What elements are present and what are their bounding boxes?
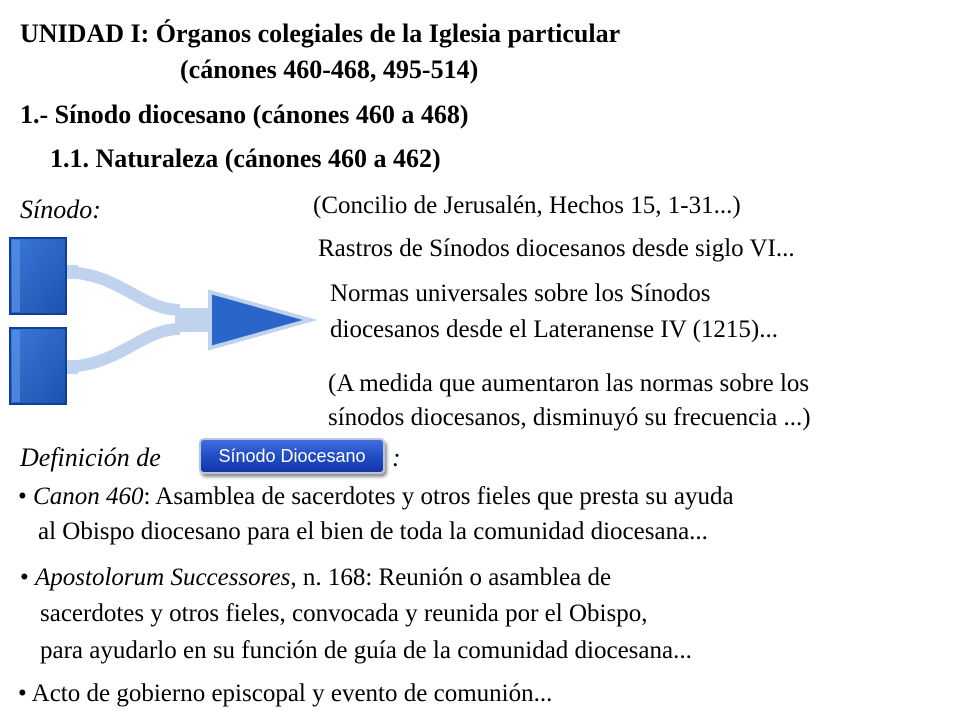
apostolorum-text: , n. 168: Reunión o asamblea de bbox=[290, 564, 612, 591]
acto-gobierno-text: Acto de gobierno episcopal y evento de comunión... bbox=[31, 680, 553, 707]
note-rastros: Rastros de Sínodos diocesanos desde siglo VI... bbox=[318, 235, 795, 262]
note-frecuencia-1: (A medida que aumentaron las normas sobre los bbox=[328, 370, 810, 397]
bullet-1 bbox=[18, 483, 734, 511]
bullet-2 bbox=[20, 564, 611, 592]
note-normas-1: Normas universales sobre los Sínodos bbox=[330, 280, 711, 307]
sinodo-label: Sínodo: bbox=[20, 195, 101, 224]
unit-canons: (cánones 460-468, 495-514) bbox=[180, 55, 479, 84]
bullet-dot: • bbox=[18, 680, 27, 707]
unit-title: UNIDAD I: Órganos colegiales de la Iglesia particular bbox=[20, 19, 621, 48]
section-title: 1.- Sínodo diocesano (cánones 460 a 468) bbox=[20, 100, 469, 129]
bullet-dot: • bbox=[20, 564, 29, 591]
canon-460-text-cont: al Obispo diocesano para el bien de toda la comunidad diocesana... bbox=[38, 518, 708, 545]
note-jerusalen: (Concilio de Jerusalén, Hechos 15, 1-31...) bbox=[313, 192, 741, 219]
note-frecuencia-2: sínodos diocesanos, disminuyó su frecuencia ...) bbox=[328, 404, 811, 431]
canon-460-text: : Asamblea de sacerdotes y otros fieles que presta su ayuda bbox=[143, 483, 734, 510]
apostolorum-text-cont-1: sacerdotes y otros fieles, convocada y reunida por el Obispo, bbox=[40, 600, 648, 627]
definition-prefix: Definición de bbox=[20, 443, 161, 472]
note-normas-2: diocesanos desde el Lateranense IV (1215)... bbox=[330, 316, 778, 343]
bullet-dot: • bbox=[18, 483, 27, 510]
sinodo-diocesano-button[interactable] bbox=[199, 438, 385, 474]
subsection-title: 1.1. Naturaleza (cánones 460 a 462) bbox=[50, 144, 441, 173]
merge-arrow-icon bbox=[0, 232, 320, 412]
apostolorum-ref: Apostolorum Successores bbox=[35, 564, 291, 591]
badge-label: Sínodo Diocesano bbox=[218, 445, 366, 466]
bullet-3 bbox=[18, 680, 552, 708]
apostolorum-text-cont-2: para ayudarlo en su función de guía de la comunidad diocesana... bbox=[40, 637, 692, 664]
canon-460-ref: Canon 460 bbox=[33, 483, 144, 510]
definition-colon: : bbox=[392, 443, 401, 472]
